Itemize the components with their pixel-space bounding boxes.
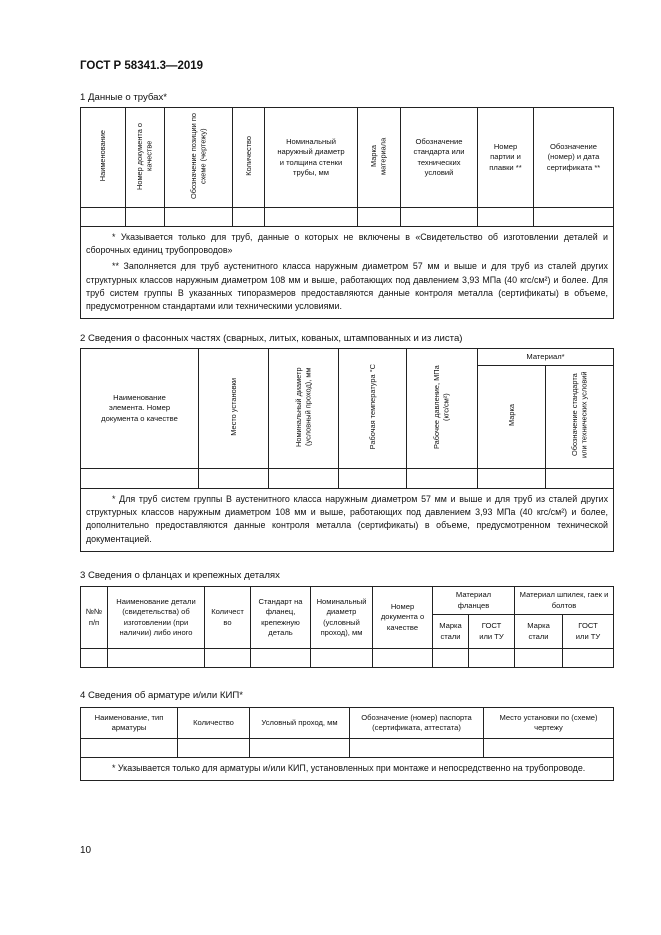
table-row <box>81 469 614 489</box>
document-header: ГОСТ Р 58341.3—2019 <box>80 60 204 72</box>
col-quantity: Количество <box>233 108 265 208</box>
col-diameter: Номинальный наружный диаметр и толщина стенки трубы, мм <box>265 108 358 208</box>
bolt-material-header: Материал шпилек, гаек и болтов <box>515 587 614 615</box>
col-quality-doc: Номер документа о качестве <box>373 587 433 649</box>
flanges-table <box>80 586 614 668</box>
section1-notes <box>81 227 614 319</box>
section1-note-1: * Указывается только для труб, данные о которых не включены в «Свидетельство об изготовлении деталей и сборочных единиц трубопроводов» <box>86 232 608 256</box>
section3-title: 3 Сведения о фланцах и крепежных деталях <box>80 570 280 581</box>
pipes-table <box>80 107 614 319</box>
valves-table <box>80 707 614 781</box>
col-temperature: Рабочая температура °С <box>339 349 407 469</box>
col-qty: Количество <box>205 587 251 649</box>
col-standard: Стандарт на фланец, крепежную деталь <box>251 587 311 649</box>
col-place: Место установки по (схеме) чертежу <box>484 708 614 739</box>
col-place: Место установки <box>199 349 269 469</box>
col-num: №№ п/п <box>81 587 108 649</box>
col-bolt-steel-mark: Марка стали <box>515 615 563 649</box>
col-standard: Обозначение стандарта или технических условий <box>546 366 614 469</box>
col-valve-name: Наименование, тип арматуры <box>81 708 178 739</box>
page-number: 10 <box>80 845 92 856</box>
col-name: Наименование <box>81 108 126 208</box>
col-standard: Обозначение стандарта или технических условий <box>401 108 478 208</box>
col-qty: Количество <box>178 708 250 739</box>
flange-material-header: Материал фланцев <box>433 587 515 615</box>
col-flange-steel-mark: Марка стали <box>433 615 469 649</box>
col-certificate: Обозначение (номер) и дата сертификата ** <box>534 108 614 208</box>
col-position: Обозначение позиции по схеме (чертежу) <box>165 108 233 208</box>
col-material-mark: Марка материала <box>358 108 401 208</box>
col-passport: Обозначение (номер) паспорта (сертификата, аттестата) <box>350 708 484 739</box>
col-mark: Марка <box>478 366 546 469</box>
section2-note: * Для труб систем группы В аустенитного класса наружным диаметром 57 мм и выше и для труб из сталей других структурных классов наружным диаметром 108 мм и выше, работающих под давлением 3,93 МПа (40 кгс/см²) и более, дополнительно предоставляются данные контроля металла (сертификаты) в объеме, предусмотренном технической документацией. <box>81 489 614 552</box>
section1-title: 1 Данные о трубах* <box>80 92 167 103</box>
col-element-name: Наименование элемента. Номер документа о качестве <box>81 349 199 469</box>
col-part-name: Наименование детали (свидетельства) об изготовлении (при наличии) либо иного <box>108 587 205 649</box>
section4-note: * Указывается только для арматуры и/или КИП, установленных при монтаже и непосредственно на трубопроводе. <box>81 758 614 781</box>
col-quality-doc: Номер документа о качестве <box>126 108 165 208</box>
col-batch: Номер партии и плавки ** <box>478 108 534 208</box>
col-pressure: Рабочее давление, МПа (кгс/см²) <box>407 349 478 469</box>
section2-title: 2 Сведения о фасонных частях (сварных, литых, кованых, штампованных и из листа) <box>80 333 463 344</box>
table-row <box>81 208 614 227</box>
fittings-table <box>80 348 614 552</box>
section4-title: 4 Сведения об арматуре и/или КИП* <box>80 690 244 701</box>
col-diameter: Условный проход, мм <box>250 708 350 739</box>
col-flange-gost: ГОСТ или ТУ <box>469 615 515 649</box>
table-row <box>81 739 614 758</box>
section1-note-2: ** Заполняется для труб аустенитного класса наружным диаметром 57 мм и выше и для труб из сталей других структурных классов наружным диаметром 108 мм и выше, работающих под давлением 3,93 МПа (40 кгс/см²) и более. Для труб систем группы В указанных типоразмеров предоставляются данные контроля металла (сертификаты) в объеме, предусмотренном стандартами или техническими условиями. <box>86 261 608 311</box>
col-diameter: Номинальный диаметр (условный проход), мм <box>269 349 339 469</box>
material-header: Материал* <box>478 349 614 366</box>
col-diameter: Номинальный диаметр (условный проход), мм <box>311 587 373 649</box>
table-row <box>81 649 614 668</box>
col-bolt-gost: ГОСТ или ТУ <box>563 615 614 649</box>
